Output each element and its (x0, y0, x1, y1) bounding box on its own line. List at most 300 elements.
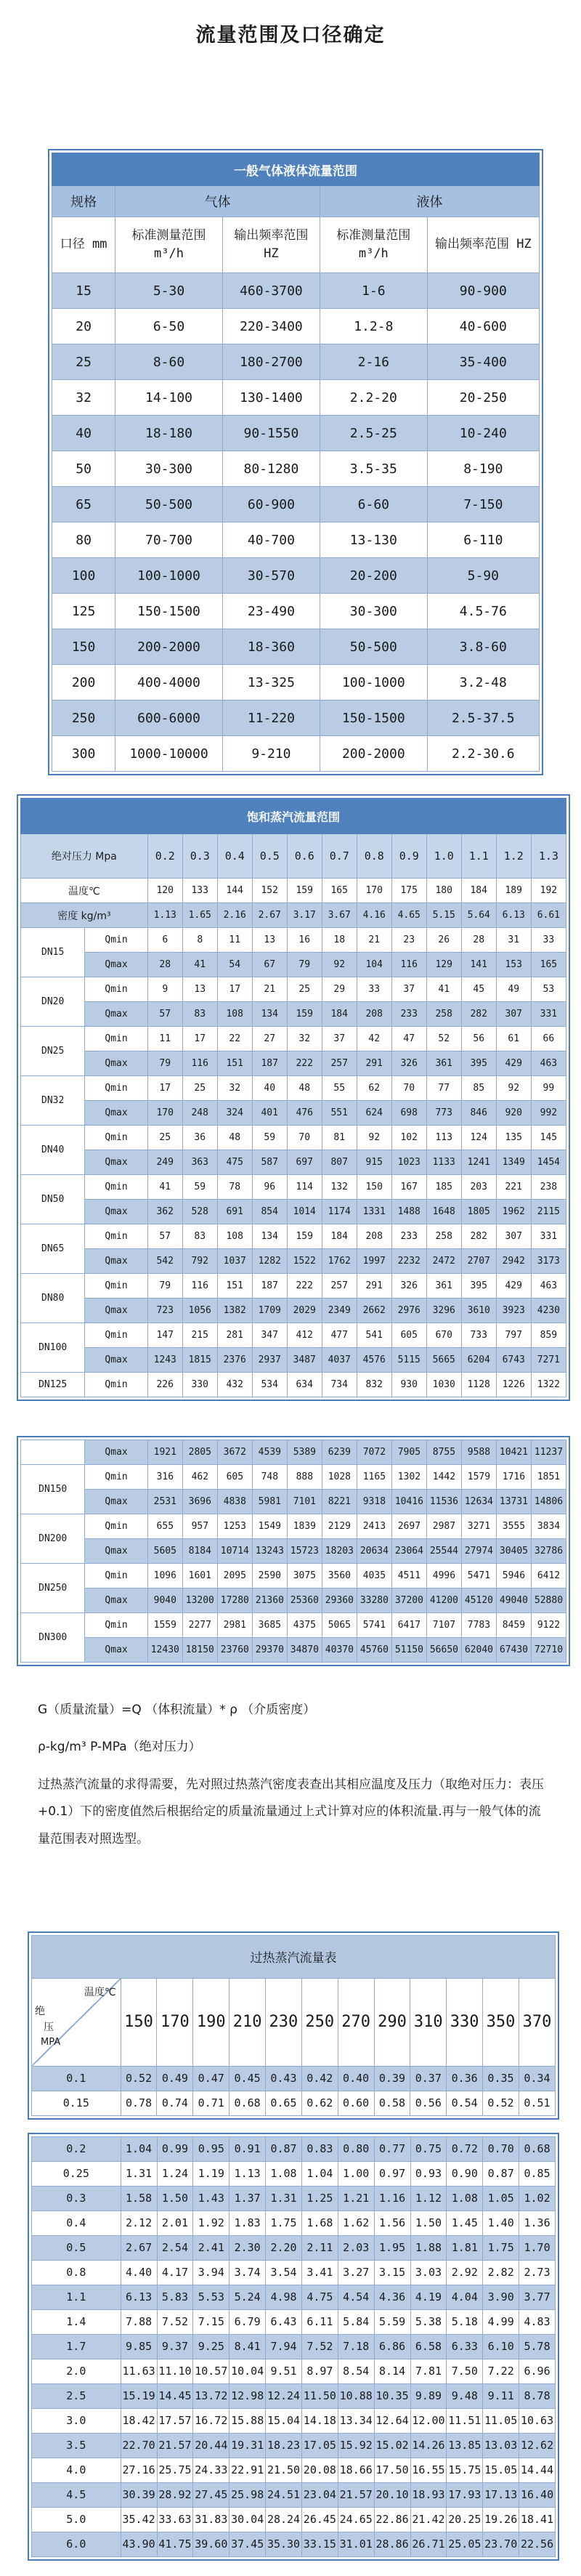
density-value: 5.78 (519, 2334, 556, 2359)
density-value: 33.63 (157, 2507, 193, 2532)
temp-value: 165 (322, 879, 357, 903)
value-cell: 70-700 (115, 522, 223, 558)
table-row (32, 2408, 556, 2433)
value-cell: 9 (147, 977, 182, 1002)
value-cell: 691 (217, 1200, 252, 1224)
value-cell: 477 (322, 1323, 357, 1348)
value-cell: 2590 (252, 1564, 287, 1588)
value-cell: 4838 (217, 1490, 252, 1514)
col-header-gas-freq: 输出频率范围 HZ (222, 217, 320, 273)
value-cell: 41 (147, 1175, 182, 1200)
value-cell: 35-400 (427, 344, 539, 380)
value-cell: 1851 (531, 1465, 566, 1490)
dn-label: DN20 (21, 977, 85, 1027)
pressure-value: 1.0 (426, 834, 461, 879)
density-value: 0.68 (229, 2091, 266, 2115)
density-value: 9.25 (193, 2334, 229, 2359)
value-cell: 17 (217, 977, 252, 1002)
density-value: 17.05 (301, 2433, 338, 2458)
table-row (21, 1514, 566, 1539)
value-cell: 587 (252, 1150, 287, 1175)
value-cell: 200 (52, 665, 115, 700)
density-value: 7.15 (193, 2309, 229, 2334)
value-cell: 5471 (461, 1564, 496, 1588)
density-value: 1.16 (374, 2186, 410, 2210)
value-cell: 2.2-30.6 (427, 736, 539, 772)
value-cell: 528 (182, 1200, 217, 1224)
value-cell: 27974 (461, 1539, 496, 1564)
density-value: 25.75 (157, 2458, 193, 2482)
value-cell: 151 (217, 1051, 252, 1076)
density-value: 5.64 (461, 903, 496, 928)
density-value: 4.83 (519, 2309, 556, 2334)
density-value: 1.31 (121, 2161, 157, 2186)
value-cell: 2707 (461, 1249, 496, 1274)
qmin-label: Qmin (85, 1373, 147, 1397)
value-cell: 27 (252, 1027, 287, 1051)
dn-label: DN200 (21, 1514, 85, 1564)
diagonal-corner-cell (32, 1978, 121, 2066)
density-value: 17.50 (374, 2458, 410, 2482)
density-value: 11.05 (483, 2408, 519, 2433)
value-cell: 187 (252, 1051, 287, 1076)
value-cell: 32 (217, 1076, 252, 1101)
density-value: 6.33 (447, 2334, 483, 2359)
pressure-value: 1.3 (531, 834, 566, 879)
value-cell: 792 (182, 1249, 217, 1274)
pressure-row-label: 2.0 (32, 2359, 121, 2383)
density-value: 20.25 (447, 2507, 483, 2532)
density-value: 1.04 (301, 2161, 338, 2186)
density-value: 4.54 (338, 2285, 374, 2309)
density-value: 19.26 (483, 2507, 519, 2532)
value-cell: 70 (287, 1126, 322, 1150)
density-value: 13.03 (483, 2433, 519, 2458)
density-value: 11.63 (121, 2359, 157, 2383)
value-cell: 187 (252, 1274, 287, 1299)
density-value: 2.12 (121, 2210, 157, 2235)
measure-label: 标准测量范围 (336, 227, 411, 243)
density-value: 27.16 (121, 2458, 157, 2482)
qmin-label: Qmin (85, 928, 147, 953)
density-value: 0.45 (229, 2066, 266, 2091)
value-cell: 2129 (322, 1514, 357, 1539)
density-value: 12.00 (410, 2408, 447, 2433)
value-cell: 2.5-37.5 (427, 700, 539, 736)
density-value: 26.45 (301, 2507, 338, 2532)
density-value: 6.96 (519, 2359, 556, 2383)
qmax-label: Qmax (85, 1490, 147, 1514)
density-value: 9.85 (121, 2334, 157, 2359)
value-cell: 150-1500 (115, 594, 223, 629)
formula-line: ρ-kg/m³ P-MPa（绝对压力） (38, 1740, 201, 1755)
value-cell: 2976 (391, 1299, 426, 1323)
density-value: 20.44 (193, 2433, 229, 2458)
density-value: 22.91 (229, 2458, 266, 2482)
pressure-value: 0.2 (147, 834, 182, 879)
density-value: 0.49 (157, 2066, 193, 2091)
value-cell: 150 (52, 629, 115, 665)
density-value: 5.84 (338, 2309, 374, 2334)
value-cell: 15723 (287, 1539, 322, 1564)
col-header-liq-range (320, 217, 428, 273)
density-value: 14.18 (301, 2408, 338, 2433)
value-cell: 29360 (322, 1588, 357, 1613)
value-cell: 48 (217, 1126, 252, 1150)
value-cell: 363 (182, 1150, 217, 1175)
density-value: 1.00 (338, 2161, 374, 2186)
qmin-label: Qmin (85, 1274, 147, 1299)
density-value: 10.57 (193, 2359, 229, 2383)
pressure-value: 0.5 (252, 834, 287, 879)
value-cell: 3560 (322, 1564, 357, 1588)
density-value: 9.37 (157, 2334, 193, 2359)
value-cell: 16 (287, 928, 322, 953)
corner-pressure-unit: MPA (41, 2036, 61, 2048)
value-cell: 2472 (426, 1249, 461, 1274)
value-cell: 361 (426, 1274, 461, 1299)
value-cell: 307 (496, 1002, 531, 1027)
density-value: 5.18 (447, 2309, 483, 2334)
value-cell: 61 (496, 1027, 531, 1051)
value-cell: 797 (496, 1323, 531, 1348)
density-value: 17.13 (483, 2482, 519, 2507)
density-value: 3.74 (229, 2260, 266, 2285)
value-cell: 5115 (391, 1348, 426, 1373)
value-cell: 5605 (147, 1539, 182, 1564)
measure-unit: m³/h (358, 246, 389, 261)
table-row (21, 1348, 566, 1373)
density-value: 4.40 (121, 2260, 157, 2285)
value-cell: 6239 (322, 1440, 357, 1465)
temp-value: 152 (252, 879, 287, 903)
col-header-gas: 气体 (115, 186, 320, 217)
pressure-row-label: 0.25 (32, 2161, 121, 2186)
value-cell: 1716 (496, 1465, 531, 1490)
table-row (32, 2161, 556, 2186)
value-cell: 3271 (461, 1514, 496, 1539)
value-cell: 2937 (252, 1348, 287, 1373)
density-value: 7.18 (338, 2334, 374, 2359)
value-cell: 55 (322, 1076, 357, 1101)
value-cell: 3923 (496, 1299, 531, 1323)
density-value: 1.50 (410, 2210, 447, 2235)
temp-header: 170 (157, 1978, 193, 2066)
value-cell: 4996 (426, 1564, 461, 1588)
value-cell: 83 (182, 1002, 217, 1027)
density-value: 1.02 (519, 2186, 556, 2210)
value-cell: 10421 (496, 1440, 531, 1465)
value-cell: 23-490 (222, 594, 320, 629)
value-cell: 326 (391, 1051, 426, 1076)
density-value: 4.65 (391, 903, 426, 928)
density-value: 22.70 (121, 2433, 157, 2458)
table-row (21, 1200, 566, 1224)
value-cell: 9122 (531, 1613, 566, 1638)
qmax-label: Qmax (85, 1051, 147, 1076)
value-cell: 1014 (287, 1200, 322, 1224)
density-value: 2.16 (217, 903, 252, 928)
value-cell: 100-1000 (320, 665, 428, 700)
value-cell: 920 (496, 1101, 531, 1126)
value-cell: 36 (182, 1126, 217, 1150)
value-cell: 1023 (391, 1150, 426, 1175)
value-cell: 1.2-8 (320, 309, 428, 344)
value-cell: 45120 (461, 1588, 496, 1613)
value-cell: 7271 (531, 1348, 566, 1373)
table-row (52, 594, 540, 629)
value-cell: 697 (287, 1150, 322, 1175)
density-value: 20.10 (374, 2482, 410, 2507)
value-cell: 70 (391, 1076, 426, 1101)
density-value: 2.67 (121, 2235, 157, 2260)
value-cell: 316 (147, 1465, 182, 1490)
value-cell: 18203 (322, 1539, 357, 1564)
value-cell: 200-2000 (320, 736, 428, 772)
value-cell: 8755 (426, 1440, 461, 1465)
density-value: 0.78 (121, 2091, 157, 2115)
pressure-value: 0.6 (287, 834, 322, 879)
density-value: 2.67 (252, 903, 287, 928)
note-paragraph: 过热蒸汽流量的求得需要，先对照过热蒸汽密度表查出其相应温度及压力（取绝对压力：表压+0.1）下的密度值然后根据给定的质量流量通过上式计算对应的体积流量.再与一般气体的流量范围表对照选型。 (38, 1777, 544, 1846)
value-cell: 170 (147, 1101, 182, 1126)
density-value: 7.88 (121, 2309, 157, 2334)
density-value: 20.08 (301, 2458, 338, 2482)
value-cell: 432 (217, 1373, 252, 1397)
temp-value: 184 (461, 879, 496, 903)
value-cell: 551 (322, 1101, 357, 1126)
value-cell: 2942 (496, 1249, 531, 1274)
value-cell: 67 (252, 953, 287, 977)
value-cell: 8459 (496, 1613, 531, 1638)
density-value: 0.56 (410, 2091, 447, 2115)
value-cell: 248 (182, 1101, 217, 1126)
superheated-steam-table-blockA (28, 1931, 559, 2120)
density-value: 1.81 (447, 2235, 483, 2260)
value-cell: 81 (322, 1126, 357, 1150)
table-row (52, 273, 540, 309)
value-cell: 460-3700 (222, 273, 320, 309)
value-cell: 18-360 (222, 629, 320, 665)
density-value: 31.83 (193, 2507, 229, 2532)
table1-title: 一般气体液体流量范围 (52, 153, 540, 186)
value-cell: 22 (217, 1027, 252, 1051)
density-value: 3.90 (483, 2285, 519, 2309)
value-cell: 3.5-35 (320, 451, 428, 487)
value-cell: 167 (391, 1175, 426, 1200)
value-cell: 249 (147, 1150, 182, 1175)
dn-label: DN125 (21, 1373, 85, 1397)
value-cell: 49040 (496, 1588, 531, 1613)
density-value: 0.47 (193, 2066, 229, 2091)
value-cell: 20-250 (427, 380, 539, 416)
value-cell: 1226 (496, 1373, 531, 1397)
density-value: 18.41 (519, 2507, 556, 2532)
value-cell: 773 (426, 1101, 461, 1126)
temp-header: 270 (338, 1978, 374, 2066)
density-value: 14.44 (519, 2458, 556, 2482)
value-cell: 2413 (357, 1514, 391, 1539)
value-cell: 9318 (357, 1490, 391, 1514)
dn-label: DN15 (21, 928, 85, 977)
value-cell: 605 (217, 1465, 252, 1490)
value-cell: 226 (147, 1373, 182, 1397)
value-cell: 4037 (322, 1348, 357, 1373)
value-cell: 832 (357, 1373, 391, 1397)
qmin-label: Qmin (85, 977, 147, 1002)
pressure-row-label: 1.1 (32, 2285, 121, 2309)
value-cell: 4576 (357, 1348, 391, 1373)
density-value: 1.70 (519, 2235, 556, 2260)
value-cell: 13 (182, 977, 217, 1002)
table-row (21, 1249, 566, 1274)
value-cell: 62040 (461, 1638, 496, 1663)
value-cell: 7101 (287, 1490, 322, 1514)
density-value: 2.01 (157, 2210, 193, 2235)
value-cell: 59 (252, 1126, 287, 1150)
pressure-value: 0.4 (217, 834, 252, 879)
value-cell: 129 (426, 953, 461, 977)
density-value: 6.43 (266, 2309, 302, 2334)
density-value: 0.85 (519, 2161, 556, 2186)
value-cell: 28 (461, 928, 496, 953)
value-cell: 1488 (391, 1200, 426, 1224)
value-cell: 26 (426, 928, 461, 953)
value-cell: 670 (426, 1323, 461, 1348)
density-value: 1.65 (182, 903, 217, 928)
value-cell: 1253 (217, 1514, 252, 1539)
col-header-liq-freq: 输出频率范围 HZ (427, 217, 539, 273)
value-cell: 29 (322, 977, 357, 1002)
value-cell: 37200 (391, 1588, 426, 1613)
corner-temp-label: 温度℃ (84, 1986, 116, 1998)
value-cell: 12634 (461, 1490, 496, 1514)
pressure-row-label: 6.0 (32, 2532, 121, 2556)
value-cell: 215 (182, 1323, 217, 1348)
value-cell: 1762 (322, 1249, 357, 1274)
density-value: 4.17 (157, 2260, 193, 2285)
value-cell: 59 (182, 1175, 217, 1200)
value-cell: 6-50 (115, 309, 223, 344)
value-cell: 2805 (182, 1440, 217, 1465)
density-value: 9.51 (266, 2359, 302, 2383)
table-row (52, 344, 540, 380)
density-value: 15.05 (483, 2458, 519, 2482)
table-row (32, 2458, 556, 2482)
value-cell: 1331 (357, 1200, 391, 1224)
density-value: 13.85 (447, 2433, 483, 2458)
value-cell: 100-1000 (115, 558, 223, 594)
value-cell: 200-2000 (115, 629, 223, 665)
density-value: 31.01 (338, 2532, 374, 2556)
density-value: 28.24 (266, 2507, 302, 2532)
value-cell: 11-220 (222, 700, 320, 736)
density-value: 6.58 (410, 2334, 447, 2359)
pressure-row-label: 1.7 (32, 2334, 121, 2359)
value-cell: 184 (322, 1002, 357, 1027)
dn-label: DN32 (21, 1076, 85, 1126)
pressure-row-label: 2.5 (32, 2383, 121, 2408)
density-value: 6.13 (496, 903, 531, 928)
qmax-label: Qmax (85, 1249, 147, 1274)
value-cell: 282 (461, 1224, 496, 1249)
value-cell: 1442 (426, 1465, 461, 1490)
value-cell: 40-700 (222, 522, 320, 558)
table-row (21, 1274, 566, 1299)
value-cell: 30405 (496, 1539, 531, 1564)
pressure-row-label: 1.4 (32, 2309, 121, 2334)
table-row (21, 1076, 566, 1101)
table-row (32, 2507, 556, 2532)
value-cell: 49 (496, 977, 531, 1002)
density-value: 1.56 (374, 2210, 410, 2235)
density-value: 1.58 (121, 2186, 157, 2210)
density-value: 3.94 (193, 2260, 229, 2285)
value-cell: 11237 (531, 1440, 566, 1465)
density-value: 13.72 (193, 2383, 229, 2408)
density-value: 26.71 (410, 2532, 447, 2556)
density-value: 0.80 (338, 2136, 374, 2161)
density-value: 10.88 (338, 2383, 374, 2408)
value-cell: 8 (182, 928, 217, 953)
value-cell: 54 (217, 953, 252, 977)
dn-label: DN80 (21, 1274, 85, 1323)
density-value: 8.14 (374, 2359, 410, 2383)
table-row (32, 2334, 556, 2359)
value-cell: 141 (461, 953, 496, 977)
density-value: 3.27 (338, 2260, 374, 2285)
value-cell: 2.5-25 (320, 416, 428, 451)
value-cell: 25 (182, 1076, 217, 1101)
table-row (32, 2136, 556, 2161)
value-cell: 13 (252, 928, 287, 953)
superheated-steam-table-blockB (28, 2133, 559, 2561)
density-value: 1.92 (193, 2210, 229, 2235)
value-cell: 6417 (391, 1613, 426, 1638)
table-row (52, 665, 540, 700)
value-cell: 1096 (147, 1564, 182, 1588)
value-cell: 395 (461, 1051, 496, 1076)
density-value: 1.19 (193, 2161, 229, 2186)
table-row (21, 1465, 566, 1490)
density-value: 19.31 (229, 2433, 266, 2458)
dn-label: DN50 (21, 1175, 85, 1224)
density-value: 12.62 (519, 2433, 556, 2458)
value-cell: 51150 (391, 1638, 426, 1663)
density-value: 1.08 (447, 2186, 483, 2210)
value-cell: 56650 (426, 1638, 461, 1663)
table-row (21, 1539, 566, 1564)
value-cell: 915 (357, 1150, 391, 1175)
value-cell: 67430 (496, 1638, 531, 1663)
value-cell: 723 (147, 1299, 182, 1323)
value-cell: 33 (531, 928, 566, 953)
value-cell: 17 (147, 1076, 182, 1101)
value-cell: 159 (287, 1224, 322, 1249)
value-cell: 83 (182, 1224, 217, 1249)
pressure-row-label: 0.4 (32, 2210, 121, 2235)
value-cell: 395 (461, 1274, 496, 1299)
table-row (21, 1299, 566, 1323)
density-value: 25.05 (447, 2532, 483, 2556)
value-cell: 2349 (322, 1299, 357, 1323)
density-value: 11.10 (157, 2359, 193, 2383)
value-cell: 859 (531, 1323, 566, 1348)
value-cell: 3296 (426, 1299, 461, 1323)
temp-label: 温度℃ (21, 879, 148, 903)
value-cell: 125 (52, 594, 115, 629)
qmax-label: Qmax (85, 1588, 147, 1613)
